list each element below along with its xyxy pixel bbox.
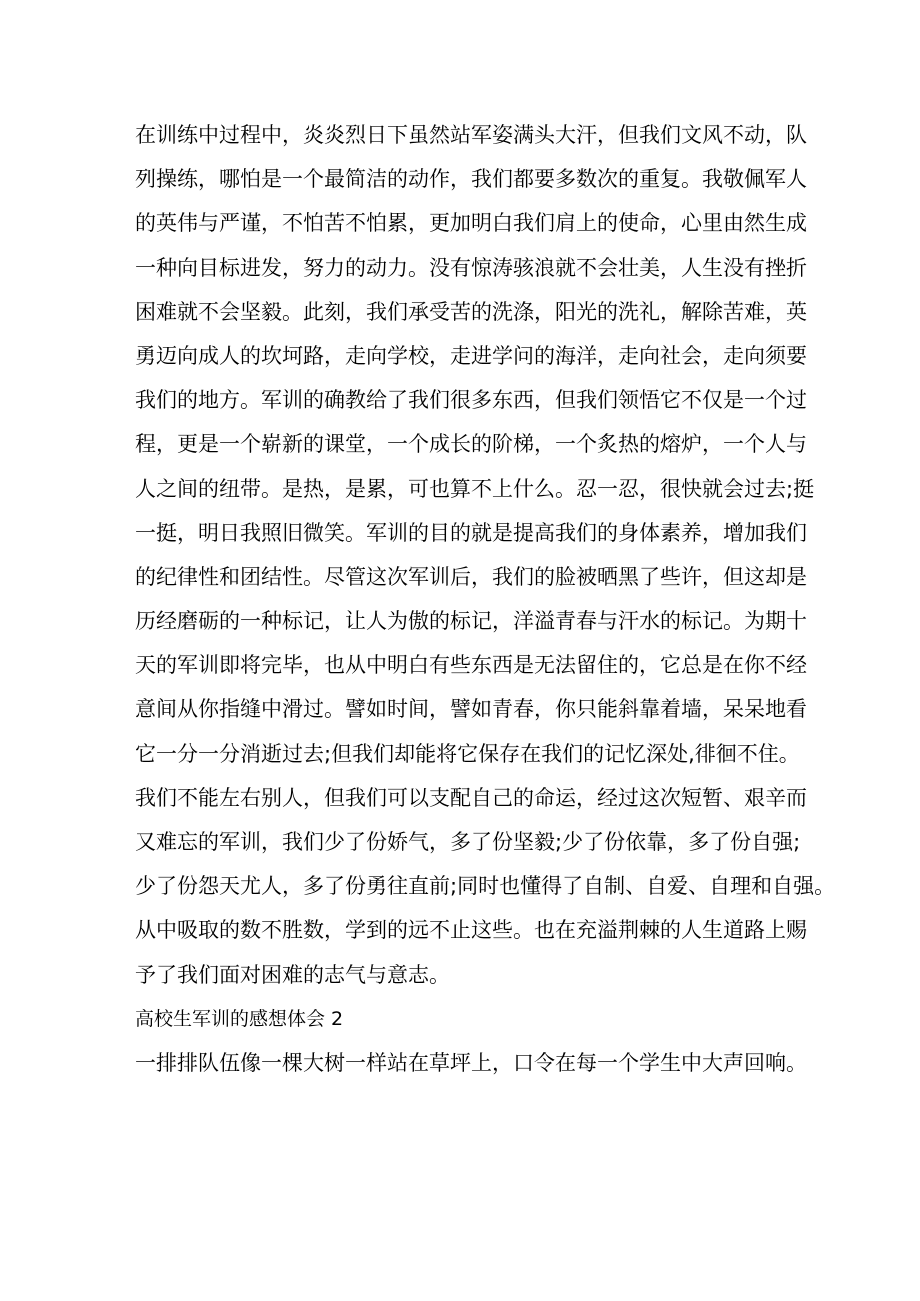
paragraph-1	[135, 113, 836, 997]
text-line: 一挺，明日我照旧微笑。军训的目的就是提高我们的身体素养，增加我们	[135, 520, 807, 545]
text-line: 我们的地方。军训的确教给了我们很多东西，但我们领悟它不仅是一个过	[135, 388, 807, 413]
text-line: 我们不能左右别人，但我们可以支配自己的命运，经过这次短暂、艰辛而	[135, 785, 807, 810]
text-line: 一种向目标进发，努力的动力。没有惊涛骇浪就不会壮美，人生没有挫折	[135, 255, 807, 280]
text-line: 意间从你指缝中滑过。譬如时间，譬如青春，你只能斜靠着墙，呆呆地看	[135, 697, 807, 722]
text-line: 一排排队伍像一棵大树一样站在草坪上，口令在每一个学生中大声回响。	[135, 1050, 807, 1075]
text-line: 天的军训即将完毕，也从中明白有些东西是无法留住的，它总是在你不经	[135, 653, 807, 678]
text-line: 困难就不会坚毅。此刻，我们承受苦的洗涤，阳光的洗礼，解除苦难，英	[135, 299, 807, 324]
section-heading: 高校生军训的感想体会 2	[135, 1007, 344, 1030]
text-line: 勇迈向成人的坎坷路，走向学校，走进学问的海洋，走向社会，走向须要	[135, 343, 807, 368]
text-line: 历经磨砺的一种标记，让人为傲的标记，洋溢青春与汗水的标记。为期十	[135, 609, 807, 634]
text-line: 少了份怨天尤人，多了份勇往直前;同时也懂得了自制、自爱、自理和自强。	[135, 874, 836, 899]
text-line: 的英伟与严谨，不怕苦不怕累，更加明白我们肩上的使命，心里由然生成	[135, 211, 807, 236]
text-line: 在训练中过程中，炎炎烈日下虽然站军姿满头大汗，但我们文风不动，队	[135, 123, 807, 147]
text-line: 人之间的纽带。是热，是累，可也算不上什么。忍一忍，很快就会过去;挺	[135, 476, 815, 501]
text-line: 又难忘的军训，我们少了份娇气，多了份坚毅;少了份依靠，多了份自强;	[135, 830, 801, 854]
text-line: 列操练，哪怕是一个最简洁的动作，我们都要多数次的重复。我敬佩军人	[135, 167, 807, 192]
text-line: 从中吸取的数不胜数，学到的远不止这些。也在充溢荆棘的人生道路上赐	[135, 918, 807, 943]
text-line: 程，更是一个崭新的课堂，一个成长的阶梯，一个炙热的熔炉，一个人与	[135, 432, 807, 457]
paragraph-2	[135, 1041, 807, 1085]
document-body	[135, 113, 836, 1085]
text-line: 予了我们面对困难的志气与意志。	[135, 962, 450, 987]
text-line: 的纪律性和团结性。尽管这次军训后，我们的脸被晒黑了些许，但这却是	[135, 564, 807, 589]
text-line: 它一分一分消逝过去;但我们却能将它保存在我们的记忆深处,徘徊不住。	[135, 741, 800, 766]
